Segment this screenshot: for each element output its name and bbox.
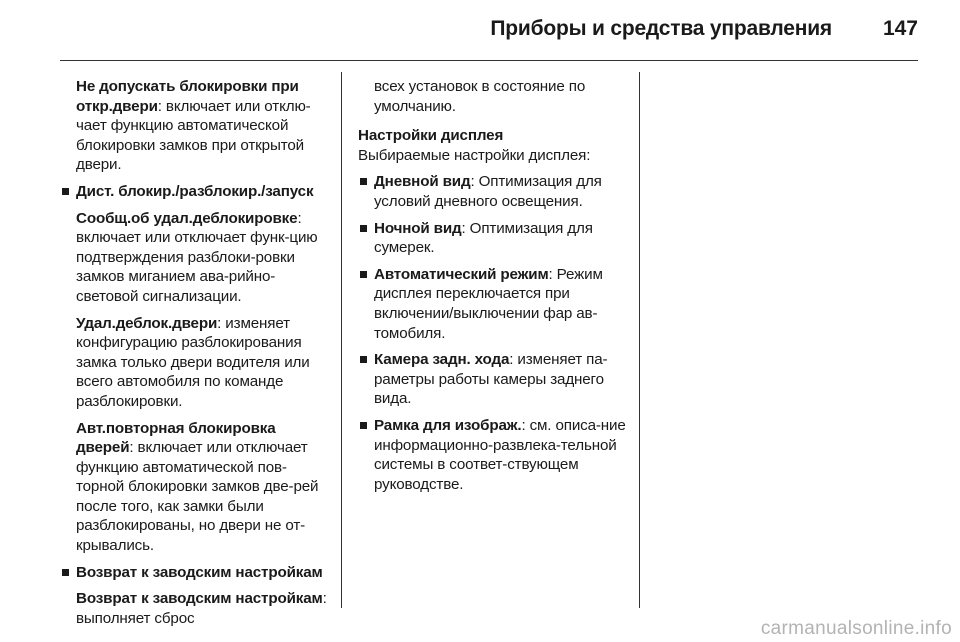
- bullet-title-remote-lock: Дист. блокир./разблокир./запуск: [76, 182, 314, 200]
- header-divider: [60, 60, 918, 61]
- item-description: : Режим дисплея переключается при включении/выключении фар ав-томобиля.: [374, 265, 603, 342]
- item-description: : изменяет па-раметры работы камеры заднего вида.: [374, 351, 608, 408]
- paragraph-auto-relock: [60, 419, 332, 556]
- watermark: carmanualsonline.info: [760, 618, 952, 639]
- paragraph-remote-door-unlock: [60, 314, 332, 412]
- column-divider-2: [639, 72, 640, 608]
- bullet-square-icon: [62, 569, 69, 576]
- description-factory-reset: : выполняет сброс: [76, 590, 327, 627]
- section-title-display-settings: Настройки дисплея: [358, 127, 504, 145]
- list-item: [358, 172, 633, 211]
- description-auto-relock: : включает или отключает функцию автоматической пов-торной блокировки замков две-рей после того, как замки были разблокированы, но двери не от-крывались.: [76, 439, 319, 555]
- term-remote-door-unlock: Удал.деблок.двери: [76, 314, 218, 332]
- bullet-square-icon: [360, 178, 367, 185]
- paragraph-continued: всех установок в состояние по умолчанию.: [374, 78, 586, 115]
- bullet-square-icon: [360, 225, 367, 232]
- column-divider-1: [341, 72, 342, 608]
- term-remote-unlock-feedback: Сообщ.об удал.деблокировке: [76, 209, 298, 227]
- list-item: [358, 219, 633, 258]
- item-term: Автоматический режим: [374, 265, 549, 283]
- bullet-square-icon: [62, 188, 69, 195]
- list-item: [358, 265, 633, 343]
- item-term: Ночной вид: [374, 219, 462, 237]
- bullet-square-icon: [360, 356, 367, 363]
- bullet-square-icon: [360, 422, 367, 429]
- text-column-2: [358, 77, 633, 501]
- section-intro: Выбираемые настройки дисплея:: [358, 146, 591, 164]
- page-header: [0, 0, 960, 62]
- description-remote-door-unlock: : изменяет конфигурацию разблокирования замка только двери водителя или всего автомобиля по команде разблокировки.: [76, 314, 310, 410]
- description-open-door-lock: : включает или отклю-чает функцию автоматической блокировки замков при открытой двери.: [76, 97, 311, 174]
- item-term: Камера задн. хода: [374, 351, 510, 369]
- text-column-1: [60, 77, 332, 635]
- paragraph-factory-reset: [60, 589, 332, 628]
- item-term: Дневной вид: [374, 173, 471, 191]
- paragraph-remote-unlock-feedback: [60, 209, 332, 307]
- bullet-square-icon: [360, 271, 367, 278]
- bullet-factory-reset: [60, 563, 332, 583]
- term-open-door-lock: Не допускать блокировки при откр.двери: [76, 78, 299, 115]
- item-description: : Оптимизация для сумерек.: [374, 219, 593, 257]
- description-remote-unlock-feedback: : включает или отключает функ-цию подтверждения разблоки-ровки замков миганием ава-рийно-световой сигнализации.: [76, 209, 318, 305]
- list-item: [358, 350, 633, 409]
- item-term: Рамка для изображ.: [374, 416, 522, 434]
- item-description: : Оптимизация для условий дневного освещения.: [374, 173, 602, 210]
- bullet-remote-lock: [60, 182, 332, 202]
- page-number: 147: [882, 17, 918, 40]
- bullet-title-factory-reset: Возврат к заводским настройкам: [76, 563, 323, 581]
- item-description: : см. описа-ние информационно-развлека-тельной системы в соответ-ствующем руководстве.: [374, 416, 626, 493]
- list-item: [358, 416, 633, 494]
- term-factory-reset: Возврат к заводским настройкам: [76, 590, 323, 608]
- paragraph-open-door-lock: [60, 77, 332, 175]
- page-title: Приборы и средства управления: [490, 17, 832, 40]
- term-auto-relock: Авт.повторная блокировка дверей: [76, 419, 276, 457]
